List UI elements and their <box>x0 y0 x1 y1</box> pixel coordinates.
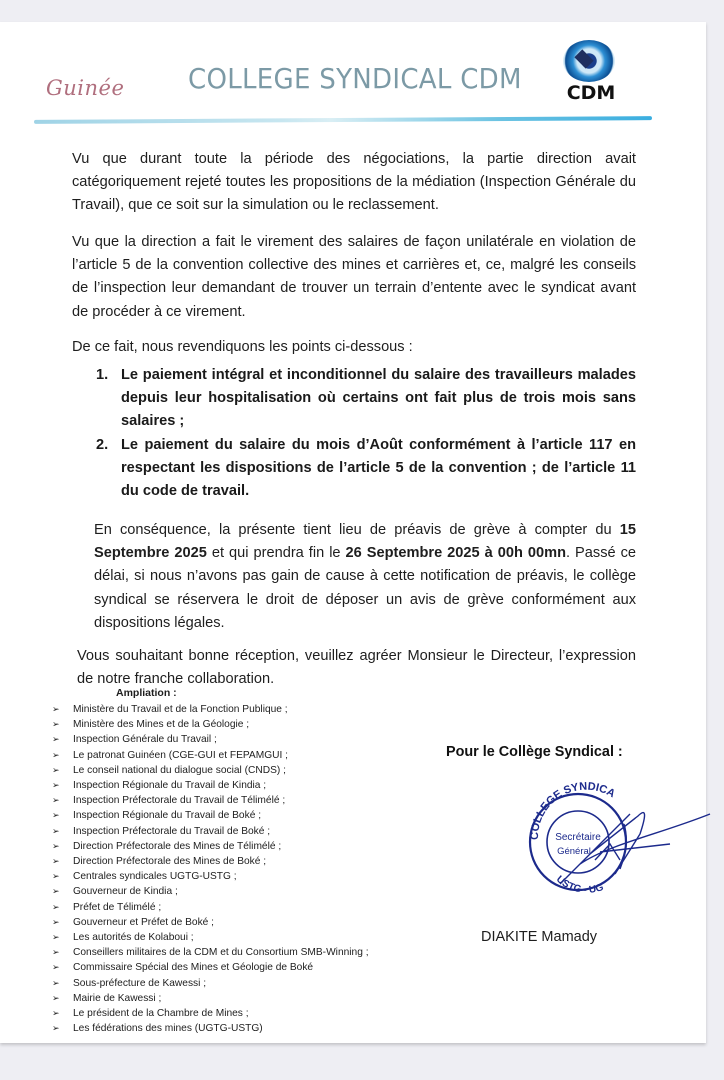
ampliation-item <box>52 991 369 1006</box>
notice-start-date: 15 Septembre 2025 <box>94 522 636 562</box>
arrow-bullet-icon: ➢ <box>52 901 60 912</box>
signature-title: Pour le Collège Syndical : <box>446 744 623 760</box>
ampliation-item <box>52 748 369 763</box>
ampliation-item <box>52 945 369 960</box>
ampliation-list <box>52 702 369 1036</box>
ampliation-recipient: Ministère du Travail et de la Fonction Publique ; <box>73 704 288 715</box>
demands-list <box>96 364 636 503</box>
arrow-bullet-icon: ➢ <box>52 780 60 791</box>
ampliation-recipient: Sous-préfecture de Kawessi ; <box>73 977 207 989</box>
stamp-ring-text: COLLEGE SYNDICA <box>528 780 618 841</box>
ampliation-recipient: Inspection Régionale du Travail de Kindia ; <box>73 780 267 792</box>
letter-page <box>0 22 706 1043</box>
ampliation-recipient: Les autorités de Kolaboui ; <box>73 932 194 944</box>
ampliation-recipient: Direction Préfectorale des Mines de Boké ; <box>73 856 267 868</box>
ampliation-item <box>52 900 369 915</box>
arrow-bullet-icon: ➢ <box>52 1023 60 1034</box>
ampliation-item <box>52 839 369 854</box>
stamp-center-line-2: Général <box>557 846 591 857</box>
arrow-bullet-icon: ➢ <box>52 962 60 973</box>
paragraph-closing: Vous souhaitant bonne réception, veuillez agréer Monsieur le Directeur, l’expression de notre franche collaboration. <box>77 648 636 688</box>
ampliation-recipient: Les fédérations des mines (UGTG-USTG) <box>73 1023 263 1035</box>
arrow-bullet-icon: ➢ <box>52 932 60 943</box>
ampliation-item <box>52 976 369 991</box>
ampliation-recipient: Direction Préfectorale des Mines de Télimélé ; <box>73 840 282 852</box>
letterhead-title: COLLEGE SYNDICAL CDM <box>188 62 522 95</box>
arrow-bullet-icon: ➢ <box>52 856 60 867</box>
ampliation-item <box>52 915 369 930</box>
paragraph-claims-intro: De ce fait, nous revendiquons les points ci-dessous : <box>72 339 413 355</box>
ampliation-item <box>52 793 369 808</box>
paragraph-salary-transfer: Vu que la direction a fait le virement des salaires de façon unilatérale en violation de l’article 5 de la convention collective des mines et carrières et, ce, malgré les conseils de l’inspection leur demandant de trouver un terrain d’entente avec le syndicat avant de procéder à ce virement. <box>72 234 636 320</box>
ampliation-recipient: Ministère des Mines et de la Géologie ; <box>73 719 250 731</box>
arrow-bullet-icon: ➢ <box>52 825 60 836</box>
arrow-bullet-icon: ➢ <box>52 1008 60 1019</box>
ampliation-recipient: Inspection Régionale du Travail de Boké ; <box>73 810 262 822</box>
ampliation-item <box>52 702 369 717</box>
demand-item <box>96 364 636 434</box>
paragraph-negotiations: Vu que durant toute la période des négociations, la partie direction avait catégoriquement rejeté toutes les propositions de la médiation (Inspection Générale du Travail), que ce soit sur la simulation ou le reclassement. <box>72 151 636 214</box>
demand-number: 2. <box>96 436 109 453</box>
arrow-bullet-icon: ➢ <box>52 871 60 882</box>
notice-text: et qui prendra fin le <box>206 545 346 562</box>
guinee-logo: Guinée <box>46 76 125 100</box>
ampliation-item <box>52 763 369 778</box>
arrow-bullet-icon: ➢ <box>52 916 60 927</box>
ampliation-recipient: Inspection Préfectorale du Travail de Boké ; <box>73 825 271 837</box>
ampliation-recipient: Centrales syndicales UGTG-USTG ; <box>73 871 237 883</box>
arrow-bullet-icon: ➢ <box>52 795 60 806</box>
demand-item <box>96 434 636 504</box>
stamp-center-line-1: Secrétaire <box>555 832 601 843</box>
notice-text: . Passé ce délai, si nous n’avons pas gain de cause à cette notification de préavis, le collège syndical se réservera le droit de déposer un avis de grève conformément aux dispositions légales. <box>94 545 637 631</box>
ampliation-recipient: Inspection Générale du Travail ; <box>73 734 217 746</box>
ampliation-item <box>52 884 369 899</box>
arrow-bullet-icon: ➢ <box>52 947 60 958</box>
ampliation-recipient: Mairie de Kawessi ; <box>73 992 162 1004</box>
ampliation-item <box>52 717 369 732</box>
ampliation-item <box>52 1021 369 1036</box>
ampliation-recipient: Inspection Préfectorale du Travail de Télimélé ; <box>73 795 286 807</box>
arrow-bullet-icon: ➢ <box>52 749 60 760</box>
arrow-bullet-icon: ➢ <box>52 977 60 988</box>
ampliation-item <box>52 1006 369 1021</box>
ampliation-title: Ampliation : <box>116 687 177 699</box>
signatory-name: DIAKITE Mamady <box>481 929 598 945</box>
ampliation-item <box>52 824 369 839</box>
ampliation-recipient: Préfet de Télimélé ; <box>73 901 162 913</box>
ampliation-recipient: Gouverneur et Préfet de Boké ; <box>73 916 215 928</box>
demand-text: Le paiement du salaire du mois d’Août conformément à l’article 117 en respectant les dispositions de l’article 5 de la convention ; de l’article 11 du code de travail. <box>121 436 636 500</box>
demand-number: 1. <box>96 367 109 383</box>
arrow-bullet-icon: ➢ <box>52 764 60 775</box>
arrow-bullet-icon: ➢ <box>52 719 60 730</box>
ampliation-recipient: Conseillers militaires de la CDM et du Consortium SMB-Winning ; <box>73 947 369 959</box>
union-stamp <box>520 774 720 904</box>
letterhead <box>0 22 706 132</box>
arrow-bullet-icon: ➢ <box>52 704 60 714</box>
ampliation-recipient: Le conseil national du dialogue social (CNDS) ; <box>73 764 286 776</box>
cdm-logo <box>557 40 625 110</box>
ampliation-item <box>52 960 369 975</box>
ampliation-item <box>52 778 369 793</box>
ampliation-item <box>52 869 369 884</box>
header-divider <box>34 116 652 124</box>
ampliation-item <box>52 930 369 945</box>
arrow-bullet-icon: ➢ <box>52 734 60 745</box>
notice-text: En conséquence, la présente tient lieu de préavis de grève à compter du <box>94 522 620 538</box>
ampliation-recipient: Le président de la Chambre de Mines ; <box>73 1008 249 1020</box>
ampliation-recipient: Commissaire Spécial des Mines et Géologie de Boké <box>73 962 314 974</box>
ampliation-item <box>52 854 369 869</box>
ampliation-item <box>52 808 369 823</box>
ampliation-recipient: Le patronat Guinéen (CGE-GUI et FEPAMGUI ; <box>73 749 288 761</box>
paragraph-strike-notice <box>94 519 636 635</box>
stamp-ring-text-bottom: USTG - UG <box>553 873 605 896</box>
ampliation-recipient: Gouverneur de Kindia ; <box>73 886 178 898</box>
demand-text: Le paiement intégral et inconditionnel du salaire des travailleurs malades depuis leur hospitalisation où certains ont fait plus de trois mois sans salaires ; <box>121 367 636 430</box>
arrow-bullet-icon: ➢ <box>52 810 60 821</box>
arrow-bullet-icon: ➢ <box>52 840 60 851</box>
ampliation-item <box>52 732 369 747</box>
cdm-logo-text: CDM <box>566 82 616 104</box>
arrow-bullet-icon: ➢ <box>52 886 60 897</box>
arrow-bullet-icon: ➢ <box>52 992 60 1003</box>
notice-end-date: 26 Septembre 2025 à 00h 00mn <box>345 545 566 562</box>
